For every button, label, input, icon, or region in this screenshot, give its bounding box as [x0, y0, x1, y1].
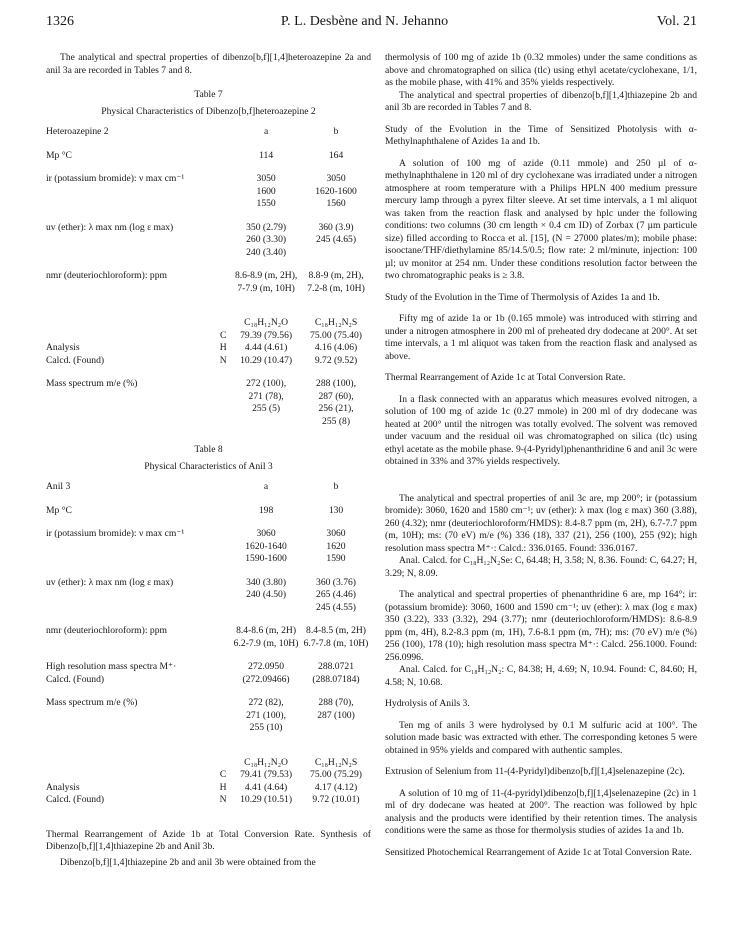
row-label-line: Mass spectrum m/e (%): [46, 697, 138, 708]
spacer-cell: [215, 528, 231, 566]
analysis-value-a: 4.44 (4.61): [244, 342, 288, 353]
analysis-value-b: 75.00 (75.29): [310, 769, 362, 780]
table-cell-line: 240 (3.40): [246, 246, 287, 258]
spacer-cell: [215, 270, 231, 295]
section-heading-hydrolysis: Hydrolysis of Anils 3.: [385, 698, 470, 709]
section-heading-photolysis: Study of the Evolution in the Time of Sensitized Photolysis with α-Methylnaphthalene of Azides 1a and 1b.: [385, 123, 697, 147]
table-cell-line: 3050: [326, 173, 346, 184]
value-b: [301, 528, 371, 566]
table7-title: Physical Characteristics of Dibenzo[b,f]heteroazepine 2: [101, 105, 316, 117]
table-cell-line: 260 (3.30): [246, 234, 287, 245]
paragraph-thermolysis-cont: thermolysis of 100 mg of azide 1b (0.32 mmoles) under the same conditions as above and chromatographed on silica (tlc) using ethyl acetate/cyclohexane, 1/1, as the mobile phase, with 41% and 35% yields respectively.: [385, 52, 697, 88]
table-cell-line: 271 (100),: [246, 709, 287, 721]
table7-col-b: b: [333, 126, 339, 137]
volume-label: Vol. 21: [656, 14, 697, 29]
table-cell-line: 360 (3.9): [318, 221, 354, 233]
row-label-line: High resolution mass spectra M⁺·: [46, 661, 177, 672]
table8-title: Physical Characteristics of Anil 3: [144, 460, 273, 472]
table8-col-b: b: [333, 481, 339, 492]
formula-spacer: [215, 317, 231, 330]
table-cell-line: 8.6-8.9 (m, 2H),: [234, 270, 298, 281]
table-cell-line: 1560: [326, 198, 346, 209]
table8-col-a: a: [263, 481, 269, 492]
left-column: [46, 52, 371, 869]
formula-spacer: [215, 757, 231, 770]
table-cell-line: 8.4-8.6 (m, 2H): [236, 625, 297, 636]
row-label-line: ir (potassium bromide): ν max cm⁻¹: [46, 173, 185, 184]
table-cell-line: 272 (82),: [248, 697, 284, 708]
row-label: [46, 270, 215, 295]
value-b: [301, 577, 371, 615]
value-a: [231, 528, 301, 566]
paragraph-3c-properties: The analytical and spectral properties of anil 3c are, mp 200°; ir (potassium bromide): 3060, 1620 and 1580 cm⁻¹; uv (ether): λ max (log ε max) 360 (3.88), 260 (4.32); nmr (deuteriochloroform/HMDS): 8.4-8.7 ppm (m, 2H), 6.7-7.7 ppm (m, 10H); ms: (70 eV) m/e (%) 336 (18), 337 (21), 256 (100), 255 (92); high resolution mass spectra M⁺·: Calcd.: 336.0165. Found: 336.0167.: [385, 492, 697, 554]
analysis-row: [46, 782, 371, 795]
analysis-value-b: 4.16 (4.06): [314, 342, 358, 353]
table8-header-row: [46, 481, 371, 494]
page-number: 1326: [46, 14, 74, 29]
row-label: [46, 150, 215, 163]
table-row: [46, 697, 371, 735]
table-row: [46, 505, 371, 518]
paragraph-hydrolysis: Ten mg of anils 3 were hydrolysed by 0.1 M sulfuric acid at 100°. The solution made basic was extracted with ether. The corresponding ketones 5 were obtained in 95% yields and compared with authentic samples.: [385, 719, 697, 756]
row-label: Mass spectrum m/e (%): [46, 378, 138, 389]
value-b: [301, 222, 371, 260]
table-cell-line: 7.2-8 (m, 10H): [307, 282, 365, 294]
table-cell-line: 272 (100),: [246, 378, 287, 389]
table-cell-line: (288.07184): [312, 673, 360, 685]
value-b: [301, 697, 371, 735]
table-cell-line: 3060: [256, 528, 276, 539]
section-heading-sensitized-photochemical: Sensitized Photochemical Rearrangement of Azide 1c at Total Conversion Rate.: [385, 846, 692, 858]
table7-col-a: a: [263, 126, 269, 137]
spacer-cell: [215, 222, 231, 260]
table-cell-line: 255 (10): [249, 722, 283, 733]
value-a: [231, 505, 301, 518]
value-b: [301, 150, 371, 163]
table-cell-line: 6.2-7.9 (m, 10H): [233, 637, 299, 649]
table-cell-line: 288 (70),: [318, 697, 354, 708]
spacer-cell: [215, 577, 231, 615]
value-b: [301, 505, 371, 518]
analysis-label: Analysis: [46, 781, 80, 793]
table-cell-line: 114: [259, 149, 274, 161]
value-b: [301, 173, 371, 211]
analysis-value-a: 10.29 (10.51): [240, 794, 293, 805]
table-cell-line: 340 (3.80): [246, 576, 287, 588]
table-cell-line: 1620: [326, 540, 346, 552]
value-a: [231, 222, 301, 260]
table-cell-line: 130: [328, 504, 344, 516]
paragraph-6-analysis: Anal. Calcd. for C₁₈H₁₂N₂: C, 84.38; H, 4.69; N, 10.94. Found: C, 84.60; H, 4.58; N, 10.68.: [385, 664, 697, 688]
table7-label: Table 7: [194, 89, 223, 100]
section-heading-selenium-extrusion: Extrusion of Selenium from 11-(4-Pyridyl)dibenzo[b,f][1,4]selenazepine (2c).: [385, 766, 685, 777]
formula-spacer: [46, 317, 215, 330]
table-cell-line: 272.0950: [248, 661, 285, 672]
table-cell-line: 245 (4.55): [316, 601, 356, 613]
row-label: [46, 625, 215, 650]
element-symbol: N: [219, 794, 227, 805]
row-label: [46, 222, 215, 260]
table-cell-line: 164: [328, 149, 344, 161]
table-cell-line: 265 (4.46): [316, 589, 356, 600]
spacer-cell: [215, 625, 231, 650]
value-a: [231, 378, 301, 428]
intro-paragraph: The analytical and spectral properties of dibenzo[b,f][1,4]heteroazepine 2a and anil 3a are recorded in Tables 7 and 8.: [46, 52, 371, 76]
row-label: [46, 173, 215, 211]
table-cell-line: 360 (3.76): [316, 576, 356, 588]
table7: [46, 126, 371, 428]
formula-a: C₁₈H₁₂N₂O: [244, 756, 288, 768]
analysis-value-a: 79.41 (79.53): [240, 769, 293, 780]
value-a: [231, 173, 301, 211]
value-a: [231, 270, 301, 295]
table-cell-line: 287 (60),: [318, 390, 354, 402]
table-cell-line: 288 (100),: [316, 378, 357, 389]
spacer-cell: [215, 697, 231, 735]
paragraph-3c-analysis: Anal. Calcd. for C₁₈H₁₂N₂Se: C, 64.48; H, 3.58; N, 8.36. Found: C, 64.27; H, 3.29; N, 8.09.: [385, 555, 697, 579]
row-label-line: uv (ether): λ max nm (log ε max): [46, 576, 174, 588]
table8-col-label: Anil 3: [46, 481, 71, 492]
formula-a: C₁₈H₁₂N₂O: [244, 317, 289, 328]
value-a: [231, 150, 301, 163]
table-cell-line: 255 (5): [252, 403, 281, 414]
table-cell-line: 7-7.9 (m, 10H): [237, 282, 295, 294]
formula-b: C₁₈H₁₂N₂S: [314, 756, 358, 768]
element-symbol: H: [219, 342, 227, 353]
paragraph-selenium-extrusion: A solution of 10 mg of 11-(4-pyridyl)dibenzo[b,f][1,4]selenazepine (2c) in 1 ml of dry dodecane was heated at 200°. The reaction was followed by hplc analysis and the products were identified by their retention times. The analysis conditions were the same as those for thermolysis studies of azides 1a and 1b.: [385, 787, 697, 836]
table-cell-line: 271 (78),: [248, 390, 284, 402]
table-cell-line: 6.7-7.8 (m, 10H): [303, 637, 369, 649]
analysis-value-a: 10.29 (10.47): [240, 354, 293, 366]
table-cell-line: 1600: [256, 185, 276, 197]
table-cell-line: 245 (4.65): [316, 234, 357, 245]
formula-b: C₁₈H₁₂N₂S: [314, 317, 358, 328]
row-label-line: ir (potassium bromide): ν max cm⁻¹: [46, 528, 185, 539]
value-b: [301, 625, 371, 650]
table-cell-line: 8.4-8.5 (m, 2H): [306, 625, 366, 636]
table-cell-line: 8.8-9 (m, 2H),: [308, 270, 364, 281]
element-symbol: N: [219, 354, 227, 366]
row-label: [46, 661, 215, 686]
analysis-label: Analysis: [46, 342, 80, 353]
table8-label: Table 8: [194, 444, 223, 455]
row-label: [46, 505, 215, 518]
table-cell-line: 3060: [326, 528, 346, 539]
value-b: [301, 661, 371, 686]
analysis-value-b: 75.00 (75.40): [310, 329, 363, 341]
paragraph-6-properties: The analytical and spectral properties of phenanthridine 6 are, mp 164°; ir: (potassium bromide): 3060, 1600 and 1590 cm⁻¹; uv (ether): λ max (log ε max) 350 (3.22), 333 (3.32), 294 (3.77); nmr (deuteriochloroform/HMDS): 8.6-8.9 ppm (m, 4H), 8.2-8.3 ppm (m, 1H), 7.6-8.1 ppm (m, 7H); ms: (70 eV) m/e (%) 256 (100), 178 (10); high resolution mass spectra M⁺·: Calcd. 256.1000. Found: 256.0996.: [385, 589, 697, 663]
analysis-label: Calcd. (Found): [46, 794, 105, 805]
analysis-value-a: 79.39 (79.56): [240, 329, 293, 341]
analysis-row: [46, 330, 371, 343]
table-row: [46, 528, 371, 566]
table-cell-line: 1550: [256, 198, 276, 209]
row-label-line: uv (ether): λ max nm (log ε max): [46, 221, 174, 233]
formula-row: [46, 317, 371, 330]
table-cell-line: 1620-1600: [315, 185, 357, 197]
value-a: [231, 625, 301, 650]
row-label-line: nmr (deuteriochloroform): ppm: [46, 270, 167, 281]
value-b: [301, 378, 371, 428]
table-cell-line: 255 (8): [322, 415, 351, 427]
table-cell-line: 256 (21),: [318, 403, 354, 414]
table-cell-line: 1620-1640: [245, 540, 287, 552]
paragraph-2b-properties: The analytical and spectral properties of dibenzo[b,f][1,4]thiazepine 2b and anil 3b are recorded in Tables 7 and 8.: [385, 89, 697, 113]
value-a: [231, 577, 301, 615]
table7-col-label: Heteroazepine 2: [46, 126, 109, 137]
table-row: [46, 577, 371, 615]
formula-spacer: [46, 757, 215, 770]
table-row: [46, 173, 371, 211]
section-heading-1b: Thermal Rearrangement of Azide 1b at Total Conversion Rate. Synthesis of Dibenzo[b,f][1,4]thiazepine 2b and Anil 3b.: [46, 828, 371, 852]
value-a: [231, 697, 301, 735]
table-cell-line: 3050: [256, 173, 276, 184]
row-label: [46, 697, 215, 735]
analysis-value-b: 9.72 (10.01): [312, 794, 360, 805]
analysis-row: [46, 769, 371, 782]
analysis-row: [46, 355, 371, 368]
section-heading-thermolysis-evolution: Study of the Evolution in the Time of Thermolysis of Azides 1a and 1b.: [385, 291, 660, 303]
table-cell-line: 287 (100): [317, 709, 355, 721]
value-b: [301, 270, 371, 295]
spacer-cell: [215, 661, 231, 686]
formula-row: [46, 757, 371, 770]
table-row: [46, 270, 371, 295]
table-cell-line: 350 (2.79): [246, 221, 287, 233]
analysis-row: [46, 342, 371, 355]
paragraph-1c-rearrangement: In a flask connected with an apparatus which measures evolved nitrogen, a solution of 100 mg of azide 1c (0.27 mmole) in 200 ml of dry dodecane was heated at 200° until the nitrogen was totally evolved. The solvent was removed under vacuum and the residual oil was chromatographed on silica (tlc) using ethyl acetate as the mobile phase. 9-(4-Pyridyl)phenanthridine 6 and anil 3c were obtained in 33% and 37% yields respectively.: [385, 393, 697, 467]
spacer-cell: [215, 378, 231, 428]
analysis-value-b: 9.72 (9.52): [314, 354, 358, 366]
paragraph-photolysis: A solution of 100 mg of azide (0.11 mmole) and 250 µl of α- methylnaphthalene in 120 ml of dry cyclohexane was irradiated under a nitrogen atmosphere at room temperature with a Philips HPLN 400 medium pressure mercury lamp through a pyrex filter sleeve. At set time intervals, a 1 ml aliquot was taken from the reaction flask and analysed by hplc under the following conditions: two columns (30 cm length × 0.4 cm ID) of Zorbax (7 µm particule size) filled according to Rocca et al. [15], (N = 27000 plates/m); mobile phase: isooctane/THF/diethylamine 85/14.5/0.5; flow rate: 2 ml/minute, injection: 100 µl; uv monitor at 254 nm. Under these conditions resolution factor between the two chromatographic peaks is ≥ 3.8.: [385, 157, 697, 281]
paragraph-1b: Dibenzo[b,f][1,4]thiazepine 2b and anil 3b were obtained from the: [60, 856, 316, 868]
running-head-authors: P. L. Desbène and N. Jehanno: [280, 14, 449, 29]
analysis-value-b: 4.17 (4.12): [314, 781, 358, 793]
row-label-line: nmr (deuteriochloroform): ppm: [46, 625, 167, 636]
analysis-row: [46, 794, 371, 807]
mass-spectrum-row: [46, 378, 371, 428]
analysis-label: Calcd. (Found): [46, 354, 105, 366]
spacer-cell: [215, 150, 231, 163]
table-row: [46, 222, 371, 260]
table-cell-line: 198: [258, 504, 274, 516]
table-cell-line: 1590: [326, 553, 346, 564]
element-symbol: C: [219, 769, 227, 780]
row-label-line: Mp °C: [46, 504, 72, 516]
table7-header-row: [46, 126, 371, 139]
right-column: [385, 52, 697, 859]
table-cell-line: 1590-1600: [245, 553, 287, 564]
table8: [46, 481, 371, 807]
table-cell-line: 240 (4.50): [246, 589, 287, 600]
table-cell-line: 288.0721: [318, 661, 354, 672]
row-label: [46, 577, 215, 615]
spacer-cell: [215, 505, 231, 518]
element-symbol: C: [220, 329, 227, 341]
table-cell-line: (272.09466): [242, 673, 290, 685]
table-row: [46, 150, 371, 163]
section-heading-1c-rearrangement: Thermal Rearrangement of Azide 1c at Total Conversion Rate.: [385, 372, 626, 383]
table-row: [46, 661, 371, 686]
analysis-label: [46, 330, 215, 343]
row-label-line: Mp °C: [46, 149, 72, 161]
element-symbol: H: [219, 781, 227, 793]
value-a: [231, 661, 301, 686]
spacer-cell: [215, 173, 231, 211]
paragraph-thermolysis-evolution: Fifty mg of azide 1a or 1b (0.165 mmole) was introduced with stirring and under a nitrogen atmosphere in 200 ml of preheated dry dodecane at 200°. At set time intervals, a 1 ml aliquot was taken from the reaction flask and analysed as above.: [385, 313, 697, 362]
row-label-line: Calcd. (Found): [46, 673, 105, 685]
analysis-value-a: 4.41 (4.64): [244, 781, 288, 793]
table-row: [46, 625, 371, 650]
row-label: [46, 528, 215, 566]
analysis-label: [46, 769, 215, 782]
